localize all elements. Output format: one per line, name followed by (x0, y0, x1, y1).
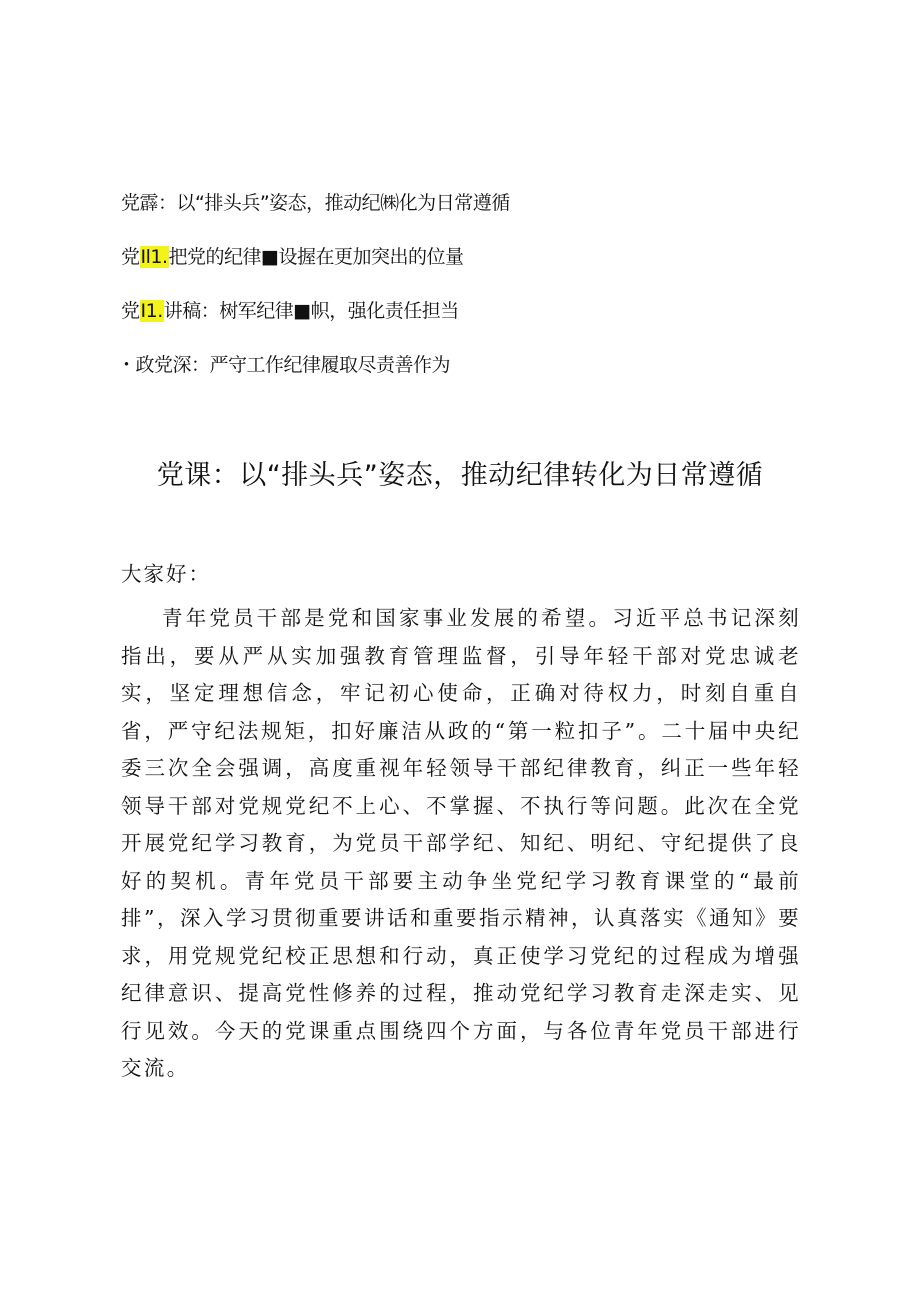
toc-item-2[interactable] (121, 242, 821, 272)
document-title: 党课：以“排头兵”姿态，推动纪律转化为日常遵循 (156, 460, 764, 491)
toc-item-4[interactable]: ・政党深：严守工作纪律履取尽责善作为 (117, 354, 451, 376)
document-body (121, 556, 801, 1088)
toc-item-3-highlight: I1. (140, 300, 163, 322)
toc-item-2-text: 把党的纪律■设握在更加突出的位量 (168, 246, 464, 268)
toc-item-2-prefix: 党 (121, 246, 140, 268)
greeting: 大家好： (121, 562, 211, 586)
toc-item-3[interactable] (121, 296, 821, 326)
toc-item-3-prefix: 党 (121, 300, 140, 322)
table-of-contents (117, 188, 821, 404)
toc-item-1[interactable]: 党霹：以“排头兵”姿态，推动纪㈱化为日常遵循 (121, 192, 510, 214)
toc-item-3-text: 讲稿：树军纪律■帜，强化责任担当 (163, 300, 459, 322)
body-paragraph: 青年党员干部是党和国家事业发展的希望。习近平总书记深刻指出，要从严从实加强教育管理监督，引导年轻干部对党忠诚老实，坚定理想信念，牢记初心使命，正确对待权力，时刻自重自省，严守纪法规矩，扣好廉洁从政的“第一粒扣子”。二十届中央纪委三次全会强调，高度重视年轻领导干部纪律教育，纠正一些年轻领导干部对党规党纪不上心、不掌握、不执行等问题。此次在全党开展党纪学习教育，为党员干部学纪、知纪、明纪、守纪提供了良好的契机。青年党员干部要主动争坐党纪学习教育课堂的“最前排”，深入学习贯彻重要讲话和重要指示精神，认真落实《通知》要求，用党规党纪校正思想和行动，真正使学习党纪的过程成为增强纪律意识、提高党性修养的过程，推动党纪学习教育走深走实、见行见效。今天的党课重点围绕四个方面，与各位青年党员干部进行交流。 (121, 606, 801, 1080)
toc-item-2-highlight: Il1. (140, 246, 168, 268)
